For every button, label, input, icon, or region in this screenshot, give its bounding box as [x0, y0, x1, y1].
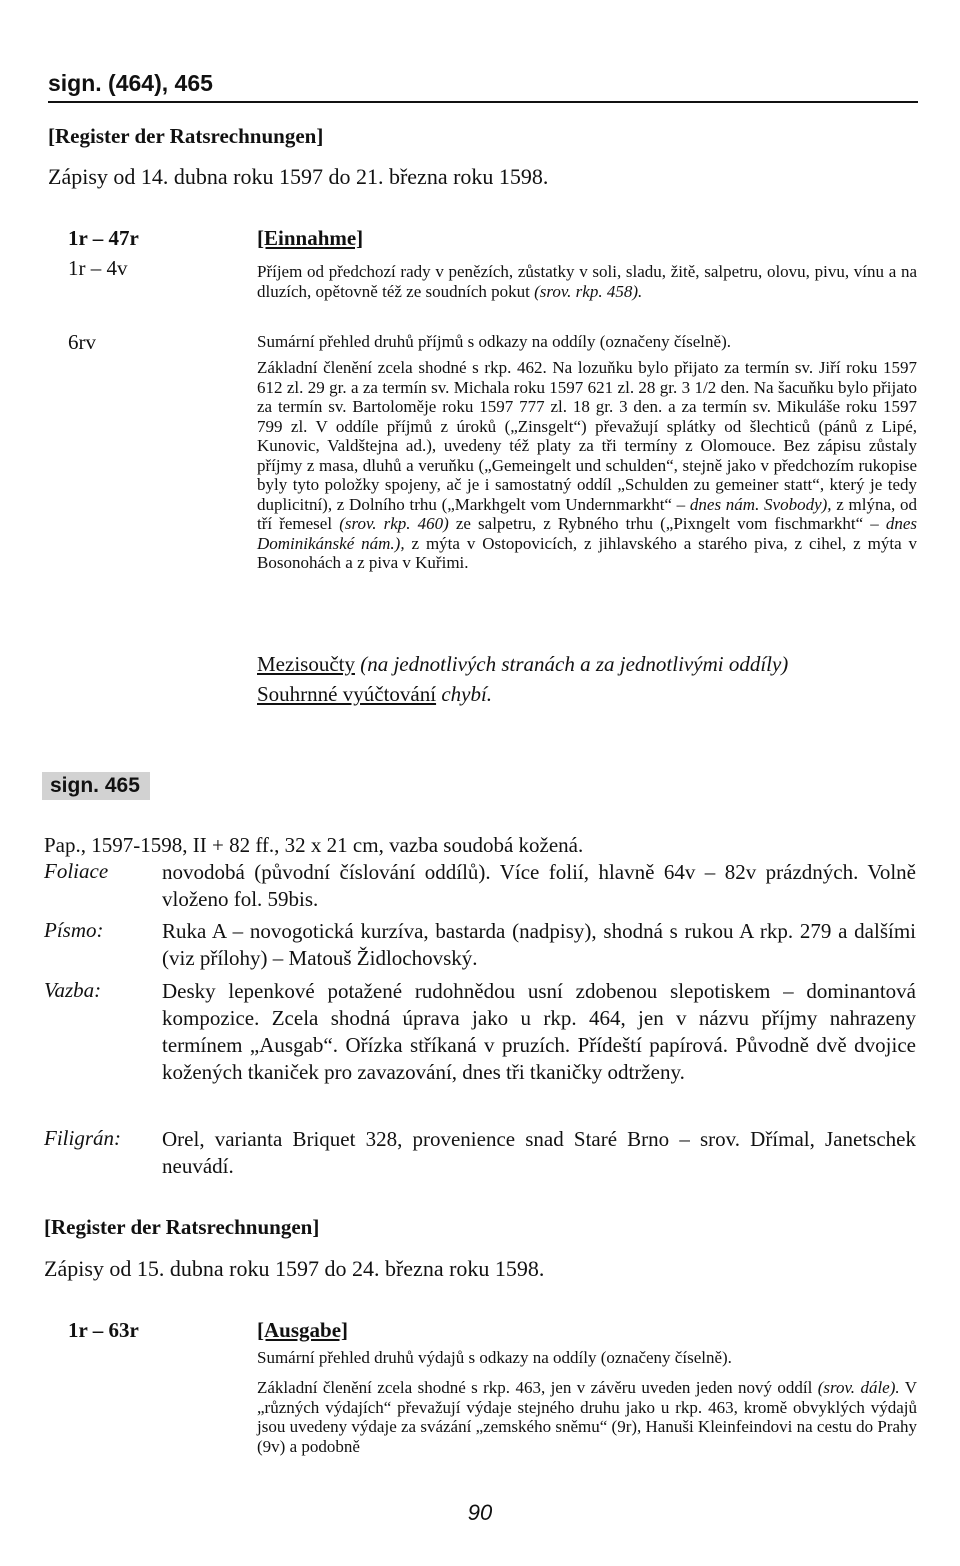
section1-subheading: [Einnahme]	[257, 226, 364, 250]
running-header: sign. (464), 465	[48, 70, 213, 96]
section2-range-main: 1r – 63r	[68, 1318, 139, 1342]
section1-range-sub2: 6rv	[68, 330, 96, 354]
sign465-description: Pap., 1597-1598, II + 82 ff., 32 x 21 cm, vazba soudobá kožená.	[44, 833, 584, 857]
para3-text-c: ze salpetru, z Rybného trhu („Pixngelt vom fischmarkht“ –	[455, 514, 879, 533]
para3-italic-3: dnes Dominikánské nám.),	[257, 514, 918, 553]
section1-range-main: 1r – 47r	[68, 226, 139, 250]
section1-para2: Sumární přehled druhů příjmů s odkazy na oddíly (označeny číselně).	[257, 332, 731, 351]
filigran-text: Orel, varianta Briquet 328, provenience snad Staré Brno – srov. Dřímal, Janetschek neuvádí.	[162, 1127, 916, 1178]
para1-ref: (srov. rkp. 458).	[534, 281, 643, 301]
mezisoucty-line	[257, 652, 788, 677]
s2-para2-text-b: V „různých výdajích“ převažují výdaje stejného druhu jako u rkp. 463, kromě obvyklých výdajů jsou uvedeny výdaje za svázání „zemského sněmu“ (9r), Hanuši Kleinfeindovi na cestu do Prahy (9v) a podobně	[257, 1378, 918, 1456]
section1-para3	[257, 358, 917, 573]
section1-para1	[257, 262, 917, 301]
foliace-text: novodobá (původní číslování oddílů). Více folií, hlavně 64v – 82v prázdných. Volně vloženo fol. 59bis.	[162, 860, 916, 911]
para1-text: Příjem od předchozí rady v penězích, zůstatky v soli, sladu, žitě, salpetru, olovu, pivu, vínu a na dluzích, opětovně též ze soudních pokut	[257, 262, 917, 301]
souhrn-note: chybí.	[441, 682, 493, 706]
section1-range-sub: 1r – 4v	[68, 256, 128, 280]
s2-para2-italic: (srov. dále).	[817, 1378, 900, 1397]
section2-dates: Zápisy od 15. dubna roku 1597 do 24. března roku 1598.	[44, 1256, 545, 1281]
vazba-label: Vazba:	[44, 978, 102, 1002]
para3-text-b: z mlýna, od tří řemesel	[257, 494, 917, 533]
page-number: 90	[467, 1500, 493, 1525]
para3-italic-1: dnes nám. Svobody),	[689, 494, 832, 514]
section2-subheading: [Ausgabe]	[257, 1318, 349, 1342]
s2-para2-text-a: Základní členění zcela shodné s rkp. 463, jen v závěru uveden jeden nový oddíl	[257, 1378, 813, 1397]
vazba-text: Desky lepenkové potažené rudohnědou usní zdobenou slepotiskem – dominantová kompozice. Zcela shodná úprava jako u rkp. 464, jen v názvu příjmy nahrazeny termínem „Ausgab“. Ořízka stříkaná v pruzích. Přídeští papírová. Původně dvě dvojice kožených tkaniček pro zavazování, dnes tři tkaničky odtrženy.	[162, 979, 916, 1084]
mezisoucty-note: (na jednotlivých stranách a za jednotlivými oddíly)	[360, 652, 789, 676]
section2-heading: [Register der Ratsrechnungen]	[44, 1215, 320, 1239]
foliace-label: Foliace	[44, 859, 109, 883]
souhrn-line	[257, 682, 492, 707]
para3-text-a: Základní členění zcela shodné s rkp. 462. Na lozuňku bylo přijato za termín sv. Jiří roku 1597 612 zl. 29 gr. a za termín sv. Michala roku 1597 621 zl. 28 gr. 3 1/2 den. Na šacuňku bylo přijato za termín sv. Bartoloměje roku 1597 777 zl. 18 gr. 3 den. a za termín sv. Mikuláše roku 1597 799 zl. V oddíle příjmů z úroků („Zinsgelt“) převažují splátky od šlechticů (pánů z Lipé, Kunovic, Valdštejna ad.), uvedeny též platy za tři termíny z Olomouce. Bez zápisu zůstaly příjmy z masa, dluhů a veruňku („Gemeingelt und schulden“, stejně jako v předchozím rukopise byly tyto položky spojeny, ač je i samostatný oddíl „Schulden zu gemeiner statt“, který je tedy duplicitní), z Dolního trhu („Markhgelt vom Undernmarkht“ –	[257, 358, 917, 514]
souhrn-label: Souhrnné vyúčtování	[257, 682, 437, 706]
section2-para1: Sumární přehled druhů výdajů s odkazy na oddíly (označeny číselně).	[257, 1348, 732, 1367]
section2-para2	[257, 1378, 917, 1456]
sign-465-label: sign. 465	[42, 772, 150, 800]
header-rule	[48, 101, 918, 103]
section1-heading: [Register der Ratsrechnungen]	[48, 124, 324, 148]
para3-italic-2: (srov. rkp. 460)	[339, 514, 449, 533]
para3-text-d: z mýta v Ostopovicích, z jihlavského a starého piva, z cihel, z mýta v Bosonohách a z piva v Kuřimi.	[257, 533, 918, 572]
section1-dates: Zápisy od 14. dubna roku 1597 do 21. března roku 1598.	[48, 164, 549, 189]
mezisoucty-label: Mezisoučty	[257, 652, 355, 676]
pismo-text: Ruka A – novogotická kurzíva, bastarda (nadpisy), shodná s rukou A rkp. 279 a dalšími (viz přílohy) – Matouš Židlochovský.	[162, 919, 916, 970]
pismo-label: Písmo:	[44, 918, 104, 942]
filigran-label: Filigrán:	[44, 1126, 121, 1150]
